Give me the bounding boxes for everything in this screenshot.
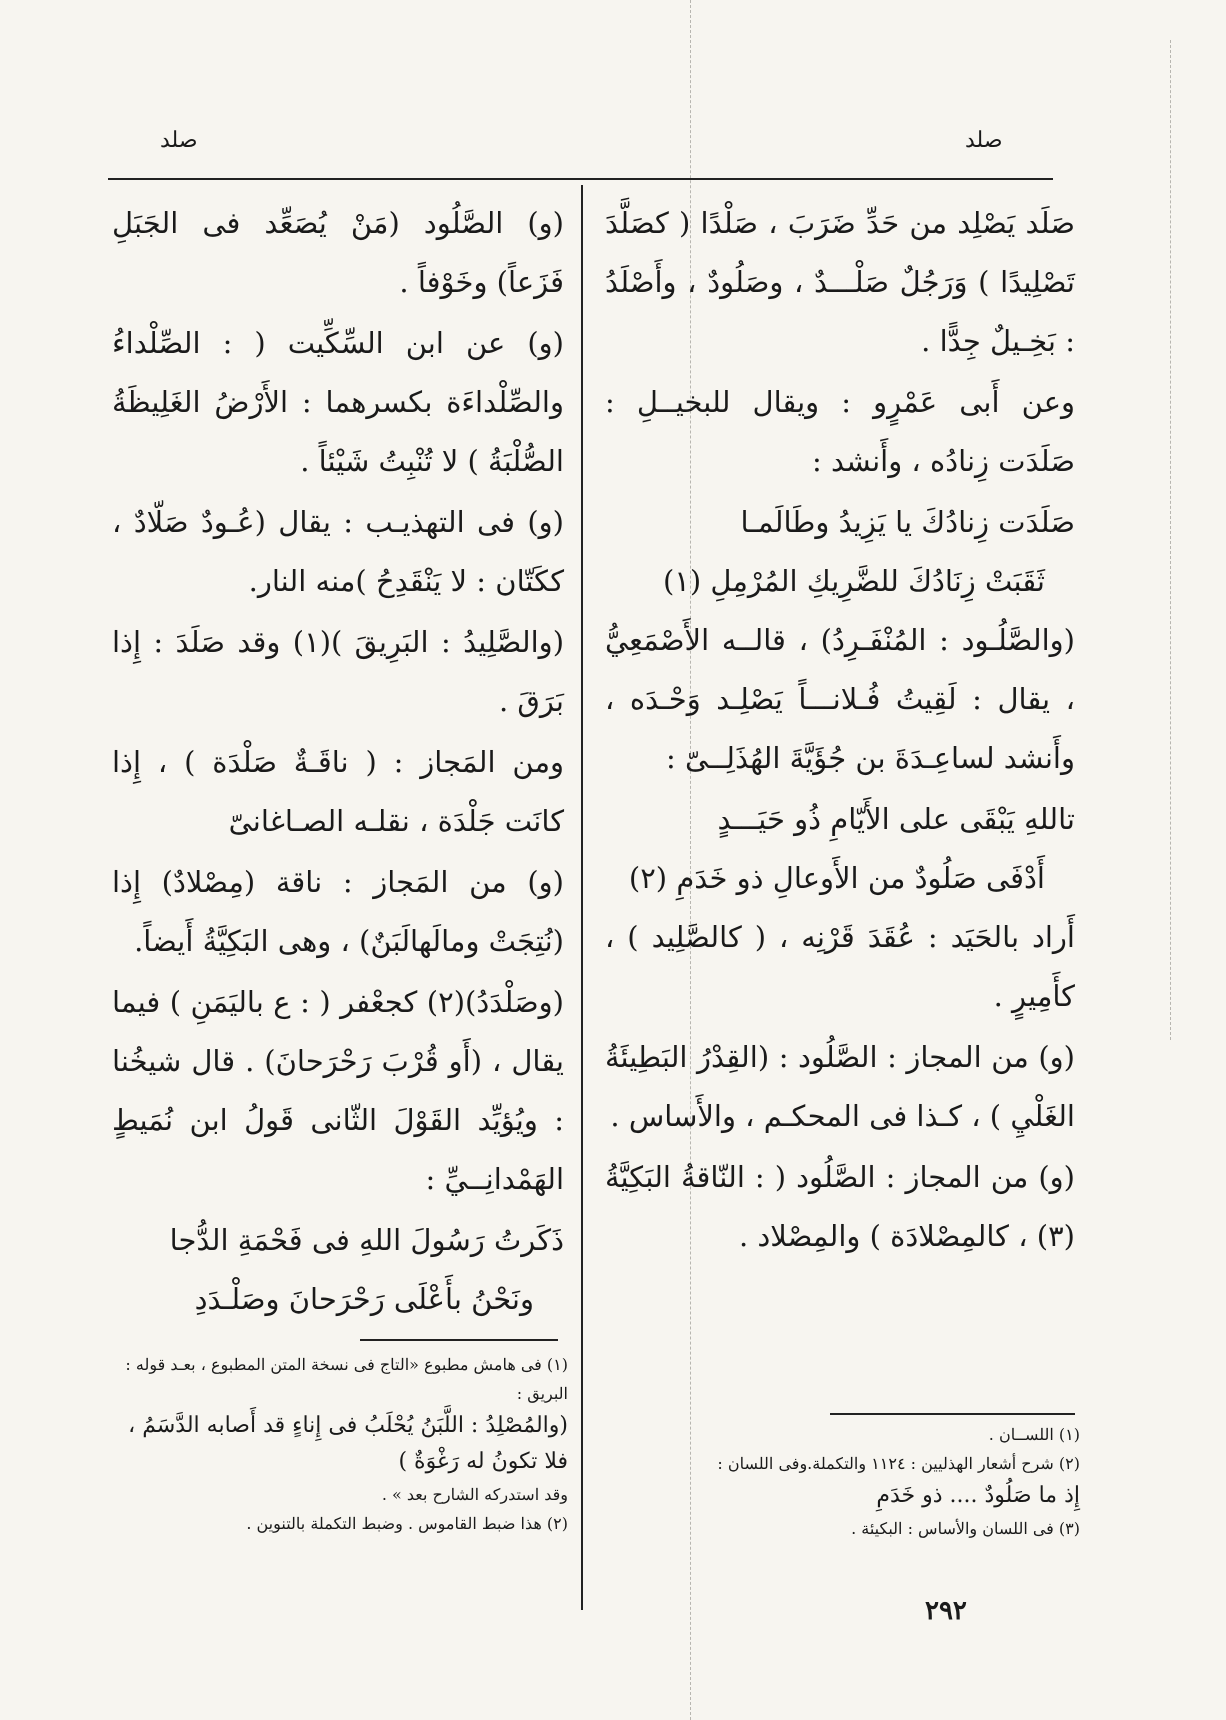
running-header-right: صلد xyxy=(965,128,1003,153)
right-column xyxy=(605,194,1075,1268)
entry-paragraph: (و) من المجاز : الصَّلُود : (القِدْرُ البَطِيئَةُ الغَلْيِ ) ، كـذا فى المحكـم ، والأَساس . xyxy=(605,1040,1075,1133)
footnote-line: (٢) شرح أشعار الهذليين : ١١٢٤ والتكملة.وفى اللسان : xyxy=(717,1454,1080,1473)
entry-paragraph: أَراد بالحَيَد : عُقَدَ قَرْنِه ، ( كالصَّلِيد ) ، كأَمِيرٍ . xyxy=(605,920,1075,1013)
footnote-line: (والمُصْلِدُ : اللَّبَنُ يُحْلَبُ فى إِناءٍ قد أَصابه الدَّسَمُ ، فلا تكونُ له رَغْوَةٌ ) xyxy=(128,1413,568,1474)
footnote-line: (١) اللســان . xyxy=(988,1425,1080,1444)
entry-paragraph: (و) الصَّلُود (مَنْ يُصَعِّد فى الجَبَلِ فَزَعاً) وخَوْفاً . xyxy=(112,206,564,299)
header-rule xyxy=(108,178,1053,180)
footnote-line: إِذ ما صَلُودٌ .... ذو خَدَمِ xyxy=(876,1483,1080,1508)
running-header-left: صلد xyxy=(160,128,198,153)
entry-paragraph: (و) فى التهذيـب : يقال (عُـودٌ صَلّادٌ ، ككَتّان : لا يَنْقَدِحُ )منه النار. xyxy=(112,505,564,598)
footnote-line: (١) فى هامش مطبوع «التاج فى نسخة المتن المطبوع ، بعـد قوله : البريق : xyxy=(125,1355,568,1403)
entry-paragraph: ومن المَجاز : ( ناقَـةٌ صَلْدَة ) ، إِذا كانَت جَلْدَة ، نقلـه الصـاغانىّ xyxy=(112,745,564,838)
verse-line: أَدْفَى صَلُودٌ من الأَوعالِ ذو خَدَمِ (٢) xyxy=(628,861,1045,895)
verse-line: ذَكَرتُ رَسُولَ اللهِ فى فَحْمَةِ الدُّجا xyxy=(169,1223,564,1257)
footnote-line: (٢) هذا ضبط القاموس . وضبط التكملة بالتنوين . xyxy=(246,1514,568,1533)
verse-line: صَلَدَت زِنادُكَ يا يَزِيدُ وطَالَمـا xyxy=(740,505,1075,539)
entry-paragraph: (والصَّلُـود : المُنْفَـرِدُ) ، قالــه الأَصْمَعِيُّ ، يقال : لَقِيتُ فُـلانـــاً يَصْلِـد وَحْـدَه ، وأَنشد لساعِـدَةَ بن جُؤَيَّةَ الهُذَلِــىّ : xyxy=(605,623,1075,775)
entry-paragraph: (وصَلْدَدُ)(٢) كجعْفر ( : ع باليَمَنِ ) فيما يقال ، (أَو قُرْبَ رَحْرَحانَ) . قال شيخُنا : ويُؤيِّد القَوْلَ الثّانى قَولُ ابن نُمَيطٍ الهَمْدانِــيِّ : xyxy=(112,985,564,1196)
entry-paragraph: صَلَد يَصْلِد من حَدِّ ضَرَبَ ، صَلْدًا ( كصَلَّدَ تَصْلِيدًا ) وَرَجُلٌ صَلْـــدٌ ، وصَلُودٌ ، وأَصْلَدُ : بَخِـيلٌ جِدًّا . xyxy=(605,206,1075,358)
entry-paragraph: (و) عن ابن السِّكِّيت ( : الصِّلْداءُ والصِّلْداءَة بكسرهما : الأَرْضُ الغَلِيظَةُ الصُّلْبَةُ ) لا تُنْبِتُ شَيْئاً . xyxy=(112,326,564,478)
footnote-line: وقد استدركه الشارح بعد » . xyxy=(381,1485,568,1504)
footnotes-right xyxy=(640,1420,1080,1543)
column-divider xyxy=(581,185,583,1610)
footnote-rule-right xyxy=(830,1413,1075,1415)
entry-paragraph: (و) من المجاز : الصَّلُود ( : النّاقةُ البَكِيَّةُ (٣) ، كالمِصْلادَة ) والمِصْلاد . xyxy=(605,1160,1075,1253)
entry-paragraph: (والصَّلِيدُ : البَرِيقَ )(١) وقد صَلَدَ : إِذا بَرَقَ . xyxy=(112,625,565,718)
verse-line: ثَقَبَتْ زِنَادُكَ للضَّرِيكِ المُرْمِلِ (١) xyxy=(662,564,1045,598)
entry-paragraph: (و) من المَجاز : ناقة (مِصْلادٌ) إِذا (نُتِجَتْ ومالَهالَبَنٌ) ، وهى البَكِيَّةُ أَيضاً. xyxy=(112,865,564,958)
entry-paragraph: وعن أَبى عَمْرٍو : ويقال للبخيــلِ : صَلَدَت زِنادُه ، وأَنشد : xyxy=(605,385,1075,478)
footnote-rule-left xyxy=(360,1339,558,1341)
footnote-line: (٣) فى اللسان والأساس : البكيئة . xyxy=(851,1519,1080,1538)
page-number: ٢٩٢ xyxy=(925,1596,967,1626)
footnotes-left xyxy=(112,1350,568,1538)
verse-line: تاللهِ يَبْقَى على الأَيّامِ ذُو حَيَـــدٍ xyxy=(717,802,1075,836)
scan-fold-line xyxy=(1170,40,1171,1040)
verse-line: ونَحْنُ بأَعْلَى رَحْرَحانَ وصَلْـدَدِ xyxy=(194,1282,534,1316)
left-column xyxy=(112,194,564,1329)
